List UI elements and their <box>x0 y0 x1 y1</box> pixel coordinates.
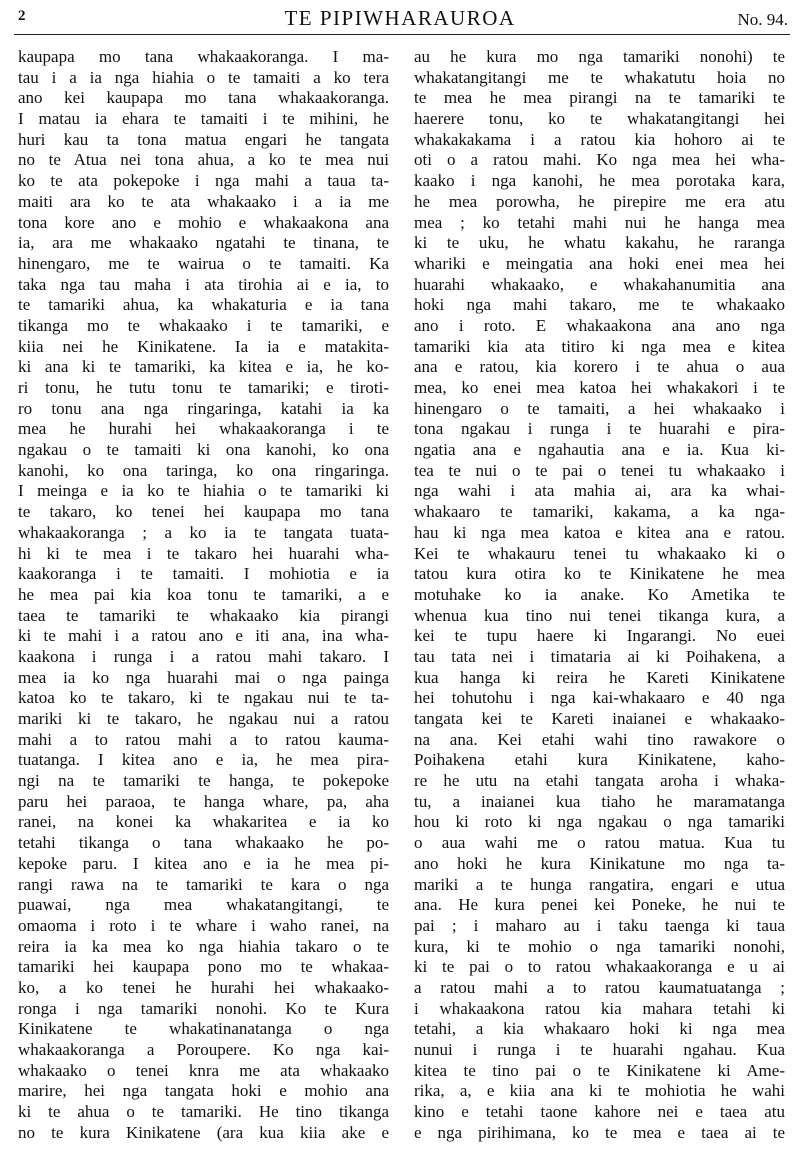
text-line: whakaaro te tamariki, kakama, a ka nga- <box>414 502 785 522</box>
text-line: kaakona i runga i a ratou mahi takaro. I <box>18 646 389 666</box>
text-line: tamariki hei kaupapa pono mo te whakaa- <box>18 957 389 977</box>
text-line: ki te uku, he whatu kakahu, he raranga <box>414 233 785 253</box>
text-line: mariki ki te takaro, he ngakau nui a ratou <box>18 709 389 728</box>
text-line: kanohi, ko ona taringa, ko ona ringaringa. <box>18 460 389 480</box>
text-line: te tamariki ahua, ka whakaturia e ia tana <box>18 295 389 315</box>
text-line: maiti ara ko te ata whakaako i a ia me <box>18 191 389 211</box>
text-line: ana. He kura penei kei Poneke, he nui te <box>414 895 785 915</box>
text-line: e nga pirihimana, ko te mea e taea ai te <box>414 1122 785 1142</box>
text-line: hei tohutohu i nga kai-whakaaro e 40 nga <box>414 688 785 708</box>
text-line: hi ki te mea i te takaro hei huarahi wha- <box>18 543 389 563</box>
text-line: rika, a, e kiia ana ki te mohiotia he wahi <box>414 1081 785 1101</box>
text-line: whakaako o tenei knra me ata whakaako <box>18 1060 389 1080</box>
text-line: a ratou mahi a to ratou kaumatuatanga ; <box>414 977 785 997</box>
text-line: tau i a ia nga hiahia o te tamaiti a ko tera <box>18 67 389 87</box>
newspaper-title: TE PIPIWHARAUROA <box>284 6 516 30</box>
text-line: tona kore ano e mohio e whakaakona ana <box>18 212 389 232</box>
text-line: I matau ia ehara te tamaiti i te mihini, he <box>18 109 389 129</box>
text-line: I meinga e ia ko te hiahia o te tamariki ki <box>18 481 389 501</box>
text-line: tea te nui o te pai o tenei tu whakaako i <box>414 460 785 480</box>
text-line: huri kau ta tona matua engari he tangata <box>18 129 389 149</box>
text-line: reira ia ka mea ko nga hiahia takaro o te <box>18 936 389 956</box>
text-column-right <box>414 47 785 1143</box>
text-line: taka nga tau maha i ata tirohia ai e ia, to <box>18 274 389 294</box>
text-line: tu, a inaianei kua tiaho he maramatanga <box>414 791 785 811</box>
text-line: i whakaakona ratou kia mahara tetahi ki <box>414 998 785 1018</box>
text-line: hinengaro o te tamaiti, a hei whakaako i <box>414 398 785 418</box>
text-line: mariki a te hunga rangatira, engari e utua <box>414 874 785 894</box>
text-line: ia, ara me whakaako ngatahi te tinana, te <box>18 233 389 253</box>
text-line: ngi na te tamariki te hanga, te pokepoke <box>18 771 389 791</box>
text-line: tetahi tikanga o tana whakaako he po- <box>18 833 389 853</box>
text-line: no te Atua nei tona ahua, a ko te mea nui <box>18 150 389 170</box>
text-line: tikanga mo te whakaako i te tamariki, e <box>18 315 389 335</box>
text-line: marire, hei nga tangata hoki e mohio ana <box>18 1081 389 1101</box>
text-line: ano hoki he kura Kinikatune mo nga ta- <box>414 853 785 873</box>
text-line: mea, ko enei mea katoa hei whakakori i te <box>414 378 785 397</box>
text-line: taea te tamariki te whakaako kia pirangi <box>18 605 389 625</box>
text-line: hoki nga mahi takaro, me te whakaako <box>414 295 785 315</box>
text-line: kei te tupu haere ki Ingarangi. No euei <box>414 626 785 646</box>
text-line: kua hanga ki reira he Kareti Kinikatene <box>414 667 785 687</box>
text-line: mea he hurahi hei whakaakoranga i te <box>18 419 389 439</box>
text-line: kura, ki te mohio o nga tamariki nonohi, <box>414 936 785 956</box>
text-line: katoa ko te takaro, ki te ngakau nui te ta- <box>18 688 389 708</box>
text-line: ana e ratou, kia korero i te ahua o aua <box>414 357 785 377</box>
text-line: haerere tonu, ko te whakatangitangi hei <box>414 109 785 129</box>
text-line: re he utu na etahi tangata aroha i whaka- <box>414 771 785 791</box>
text-line: mea ; ko tetahi mahi nui he hanga mea <box>414 212 785 232</box>
issue-number: No. 94. <box>737 10 788 29</box>
text-line: Kinikatene te whakatinanatanga o nga <box>18 1019 389 1039</box>
text-line: ranei, na konei ka whakaritea e ia ko <box>18 812 389 832</box>
text-line: te mea he mea pirangi na te tamariki te <box>414 88 785 108</box>
text-line: kino e tetahi taone kahore nei e taea atu <box>414 1102 785 1122</box>
text-line: whariki e meingatia ana hoki enei mea hei <box>414 253 785 273</box>
page-number: 2 <box>18 8 26 24</box>
text-line: ro tonu ana nga ringaringa, katahi ia ka <box>18 398 389 418</box>
text-line: puawai, nga mea whakatangitangi, te <box>18 895 389 915</box>
text-line: kaakoranga i te tamaiti. I mohiotia e ia <box>18 564 389 584</box>
text-line: kiia nei he Kinikatene. Ia ia e matakita- <box>18 336 389 356</box>
text-line: rangi rawa na te tamariki te kara o nga <box>18 874 389 894</box>
text-line: tamariki kia ata titiro ki nga mea e kitea <box>414 336 785 356</box>
text-line: ki te pai o to ratou whakaakoranga e u ai <box>414 957 785 977</box>
text-line: au he kura mo nga tamariki nonohi) te <box>414 47 785 66</box>
text-line: pai ; i maharo au i taku taenga ki taua <box>414 915 785 935</box>
text-line: ko, a ko tenei he hurahi hei whakaako- <box>18 977 389 997</box>
text-line: hinengaro, me te wairua o te tamaiti. Ka <box>18 253 389 273</box>
text-line: tetahi, a kia whakaaro hoki ki nga mea <box>414 1019 785 1039</box>
text-line: ano kei kaupapa mo tana whakaakoranga. <box>18 88 389 108</box>
text-line: te takaro, ko tenei hei kaupapa mo tana <box>18 502 389 522</box>
text-line: hau ki nga mea katoa e kitea ana e ratou. <box>414 522 785 542</box>
header-rule <box>14 34 790 35</box>
text-line: whakaakoranga a Poroupere. Ko nga kai- <box>18 1040 389 1059</box>
text-line: ngakau o te tamaiti ki ona kanohi, ko ona <box>18 440 389 460</box>
text-line: whakaakoranga ; a ko ia te tangata tuata- <box>18 522 389 542</box>
text-line: he mea porowha, he pirepire me era atu <box>414 191 785 211</box>
text-line: ngatia ana e ngahautia ana e ia. Kua ki- <box>414 440 785 460</box>
text-line: o aua wahi me o ratou matua. Kua tu <box>414 833 785 853</box>
text-line: nga wahi i ata mahia ai, ara ka whai- <box>414 481 785 501</box>
text-line: kaako i nga kanohi, he mea porotaka kara, <box>414 171 785 191</box>
text-line: oti o a ratou mahi. Ko nga mea hei wha- <box>414 150 785 170</box>
text-line: hou ki roto ki nga ngakau o nga tamariki <box>414 812 785 832</box>
text-line: kepoke paru. I kitea ano e ia he mea pi- <box>18 853 389 873</box>
text-line: ki te mahi i a ratou ano e iti ana, ina wha- <box>18 626 389 646</box>
text-line: tona ngakau i runga i te huarahi e pira- <box>414 419 785 439</box>
text-line: tatou kura otira ko te Kinikatene he mea <box>414 564 785 584</box>
text-line: paru hei paraoa, te hanga whare, pa, aha <box>18 791 389 811</box>
text-line: mea ia ko nga huarahi mai o nga painga <box>18 667 389 687</box>
text-column-left <box>18 47 389 1143</box>
text-line: tangata kei te Kareti inaianei e whakaako- <box>414 709 785 728</box>
text-line: nunui i runga i te huarahi ngahau. Kua <box>414 1040 785 1059</box>
text-line: ano i roto. E whakaakona ana ano nga <box>414 315 785 335</box>
text-line: ko te ata pokepoke i nga mahi a taua ta- <box>18 171 389 191</box>
text-line: tau tata nei i timataria ai ki Poihakena, a <box>414 646 785 666</box>
text-line: tuatanga. I kitea ano e ia, he mea pira- <box>18 750 389 770</box>
text-line: ki ana ki te tamariki, ka kitea e ia, he ko- <box>18 357 389 377</box>
text-line: na ana. Kei etahi wahi tino rawakore o <box>414 729 785 749</box>
text-line: he mea pai kia koa tonu te tamariki, a e <box>18 584 389 604</box>
text-line: motuhake ko ia anake. Ko Ametika te <box>414 584 785 604</box>
page-header <box>0 4 800 32</box>
text-line: mahi a to ratou mahi a to ratou kauma- <box>18 729 389 749</box>
text-line: omaoma i roto i te whare i waho ranei, na <box>18 915 389 935</box>
text-line: no te kura Kinikatene (ara kua kiia ake e <box>18 1122 389 1142</box>
text-line: whenua kua tino nui tenei tikanga kura, a <box>414 605 785 625</box>
text-line: ronga i nga tamariki nonohi. Ko te Kura <box>18 998 389 1018</box>
text-line: ri tonu, he tutu tonu te tamariki; e tiroti- <box>18 378 389 397</box>
text-line: kaupapa mo tana whakaakoranga. I ma- <box>18 47 389 66</box>
text-line: kitea te tino pai o te Kinikatene ki Ame- <box>414 1060 785 1080</box>
text-line: Kei te whakauru tenei tu whakaako ki o <box>414 543 785 563</box>
text-line: whakatangitangi me te whakatutu hoia no <box>414 67 785 87</box>
text-line: huarahi whakaako, e whakahanumitia ana <box>414 274 785 294</box>
text-line: Poihakena etahi kura Kinikatene, kaho- <box>414 750 785 770</box>
text-line: ki te ahua o te tamariki. He tino tikanga <box>18 1102 389 1122</box>
text-line: whakakakama i a ratou kia hohoro ai te <box>414 129 785 149</box>
